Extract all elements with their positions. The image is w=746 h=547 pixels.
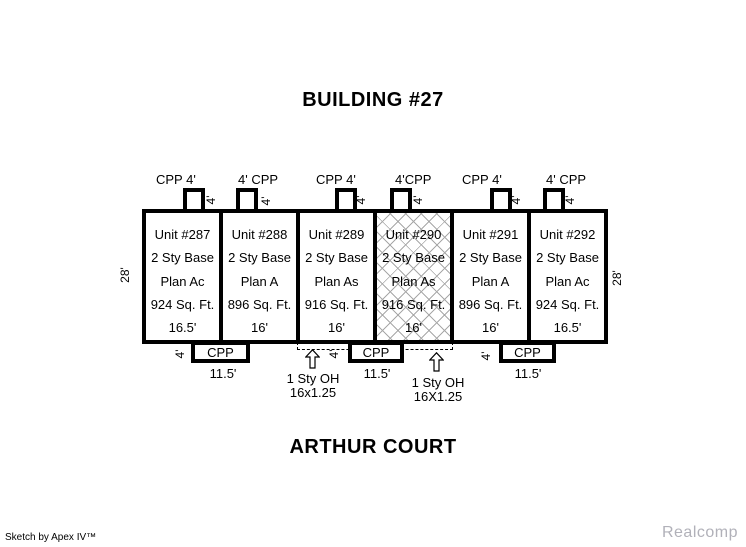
overhang-caption-line2: 16x1.25 bbox=[289, 385, 337, 400]
cpp-top-label-6: 4' CPP bbox=[546, 172, 587, 187]
building-title: BUILDING #27 bbox=[302, 89, 444, 111]
cpp-top-label-5: CPP 4' bbox=[462, 172, 502, 187]
unit-290-cell bbox=[377, 213, 454, 340]
overhang-caption-2 bbox=[412, 376, 465, 404]
unit-plan: Plan Ac bbox=[160, 273, 205, 289]
unit-plan: Plan A bbox=[240, 273, 279, 289]
porch-width-3: 11.5' bbox=[514, 366, 542, 381]
unit-width: 16' bbox=[251, 320, 268, 335]
unit-width: 16.5' bbox=[553, 320, 582, 335]
cpp-top-label-3: CPP 4' bbox=[316, 172, 356, 187]
sketch-credit: Sketch by Apex IV™ bbox=[5, 532, 97, 543]
overhang-caption-line1: 1 Sty OH bbox=[286, 371, 340, 386]
unit-291-cell bbox=[454, 213, 531, 340]
unit-plan: Plan A bbox=[471, 273, 510, 289]
right-depth-label: 28' bbox=[610, 270, 624, 286]
unit-number: Unit #287 bbox=[154, 227, 211, 242]
porch-width-2: 11.5' bbox=[363, 366, 391, 381]
unit-stories: 2 Sty Base bbox=[382, 250, 445, 266]
cpp-top-label-4: 4'CPP bbox=[395, 172, 432, 187]
cpp-top-label-1: CPP 4' bbox=[156, 172, 196, 187]
up-arrow-icon bbox=[429, 352, 444, 372]
building-outline bbox=[142, 209, 608, 344]
unit-plan: Plan Ac bbox=[545, 273, 590, 289]
unit-stories: 2 Sty Base bbox=[536, 250, 599, 266]
unit-number: Unit #290 bbox=[385, 227, 442, 242]
unit-area: 924 Sq. Ft. bbox=[535, 296, 600, 312]
cpp-box-bottom-1: CPP bbox=[191, 341, 250, 363]
unit-area: 896 Sq. Ft. bbox=[458, 296, 523, 312]
overhang-caption-line1: 1 Sty OH bbox=[411, 375, 465, 390]
unit-288-cell bbox=[223, 213, 300, 340]
unit-292-cell bbox=[531, 213, 604, 340]
cpp-box-bottom-3: CPP bbox=[499, 341, 556, 363]
unit-number: Unit #289 bbox=[308, 227, 365, 242]
unit-width: 16' bbox=[405, 320, 422, 335]
unit-width: 16.5' bbox=[168, 320, 197, 335]
cpp-top-depth-1: 4' bbox=[204, 195, 218, 205]
overhang-caption-1 bbox=[287, 372, 340, 400]
unit-width: 16' bbox=[482, 320, 499, 335]
unit-stories: 2 Sty Base bbox=[151, 250, 214, 266]
unit-area: 924 Sq. Ft. bbox=[150, 296, 215, 312]
unit-plan: Plan As bbox=[391, 273, 436, 289]
porch-width-1: 11.5' bbox=[209, 366, 237, 381]
unit-area: 916 Sq. Ft. bbox=[304, 296, 369, 312]
unit-stories: 2 Sty Base bbox=[459, 250, 522, 266]
porch-depth-2: 4' bbox=[327, 349, 341, 359]
unit-number: Unit #292 bbox=[539, 227, 596, 242]
unit-stories: 2 Sty Base bbox=[305, 250, 368, 266]
cpp-top-label-2: 4' CPP bbox=[238, 172, 279, 187]
porch-depth-3: 4' bbox=[479, 351, 493, 361]
cpp-top-depth-5: 4' bbox=[509, 195, 523, 205]
street-name: ARTHUR COURT bbox=[289, 436, 457, 458]
left-depth-label: 28' bbox=[118, 267, 132, 283]
cpp-top-depth-2: 4' bbox=[259, 196, 273, 206]
up-arrow-icon bbox=[305, 349, 320, 369]
unit-plan: Plan As bbox=[314, 273, 359, 289]
cpp-top-depth-4: 4' bbox=[411, 195, 425, 205]
unit-stories: 2 Sty Base bbox=[228, 250, 291, 266]
unit-289-cell bbox=[300, 213, 377, 340]
cpp-top-depth-6: 4' bbox=[563, 195, 577, 205]
unit-287-cell bbox=[146, 213, 223, 340]
unit-number: Unit #288 bbox=[231, 227, 288, 242]
cpp-top-depth-3: 4' bbox=[354, 195, 368, 205]
porch-depth-1: 4' bbox=[173, 349, 187, 359]
unit-width: 16' bbox=[328, 320, 345, 335]
unit-number: Unit #291 bbox=[462, 227, 519, 242]
overhang-caption-line2: 16X1.25 bbox=[413, 389, 463, 404]
unit-area: 916 Sq. Ft. bbox=[381, 296, 446, 312]
cpp-box-bottom-2: CPP bbox=[348, 341, 404, 363]
unit-area: 896 Sq. Ft. bbox=[227, 296, 292, 312]
realcomp-watermark: Realcomp bbox=[661, 524, 738, 541]
